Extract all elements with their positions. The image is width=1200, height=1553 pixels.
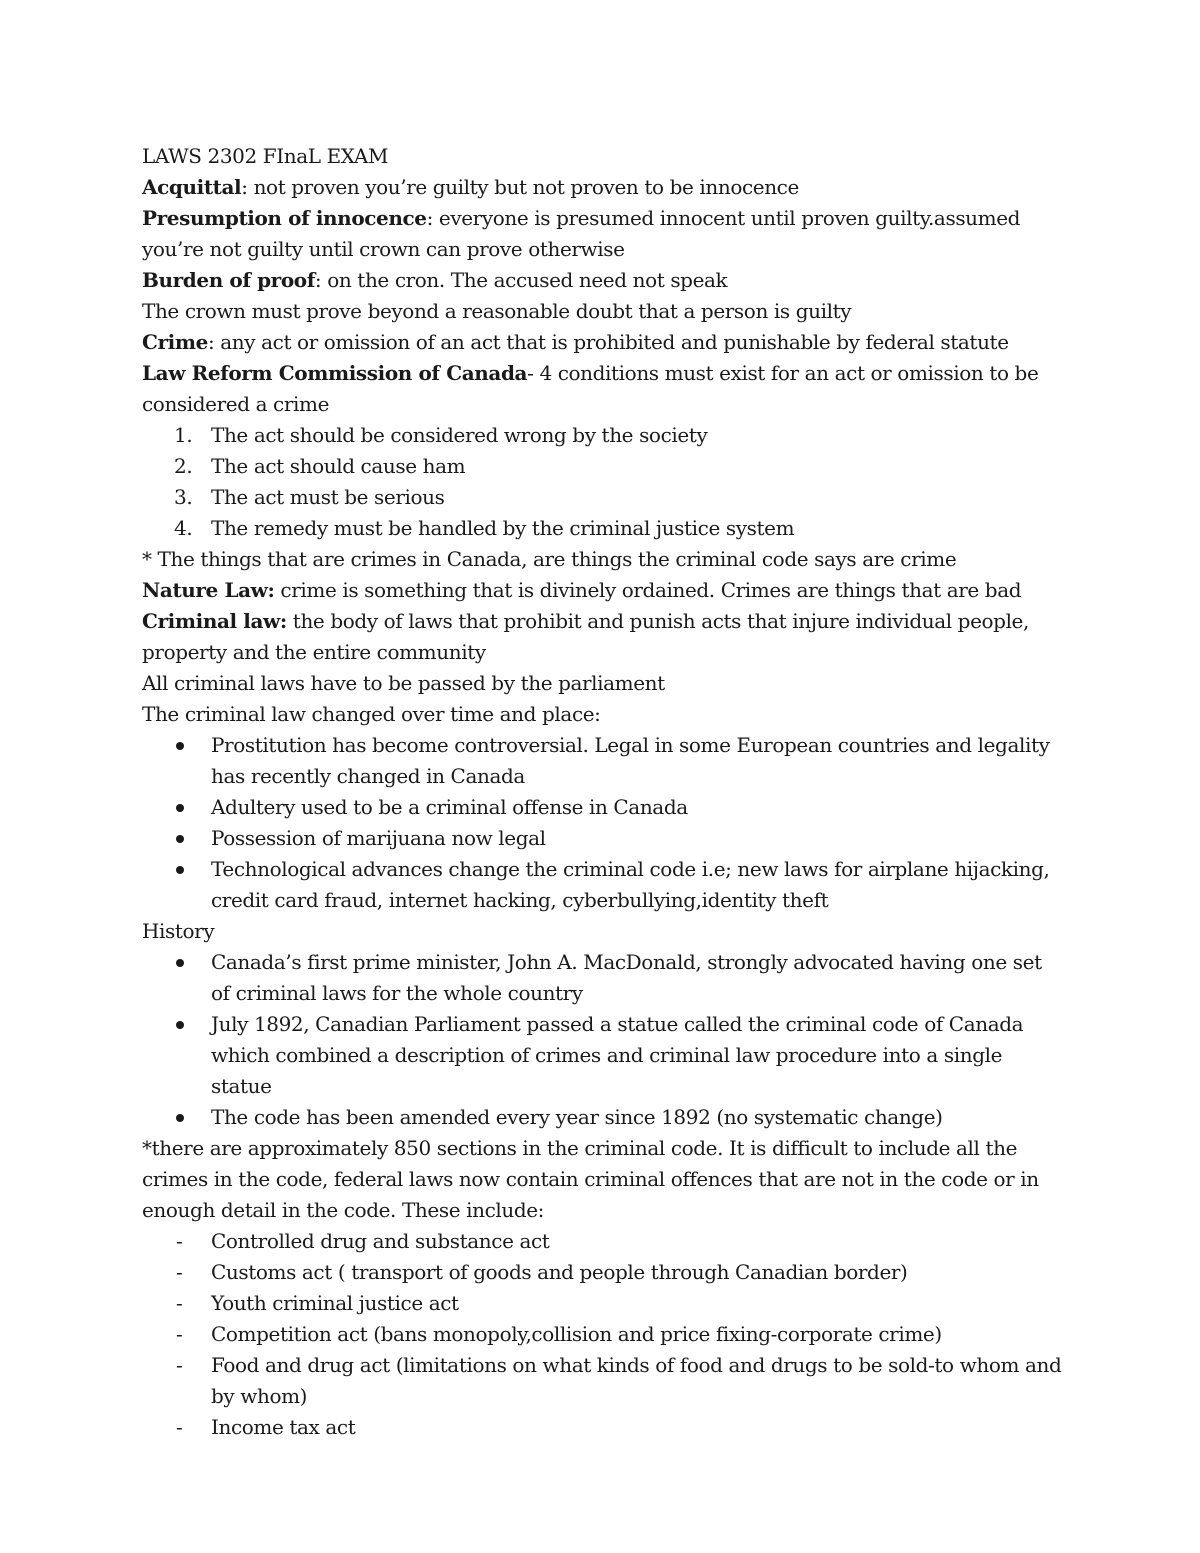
list-item-text: The code has been amended every year since 1892 (no systematic change) [211, 1105, 943, 1129]
list-item-text: Customs act ( transport of goods and people through Canadian border) [211, 1260, 908, 1284]
dash-marker: - [176, 1353, 183, 1377]
definition-criminal-law [142, 606, 1062, 668]
definition-crime: Crime: any act or omission of an act that is prohibited and punishable by federal statute [142, 330, 1009, 354]
list-item [142, 823, 1062, 854]
list-item [142, 482, 1062, 513]
definition-acquittal: Acquittal: not proven you’re guilty but not proven to be innocence [142, 175, 799, 199]
list-item-text: The remedy must be handled by the criminal justice system [211, 516, 795, 540]
list-item [142, 947, 1062, 1009]
changed-line: The criminal law changed over time and place: [142, 702, 601, 726]
acts-list [142, 1226, 1062, 1443]
definition-text: on the cron. The accused need not speak [321, 268, 728, 292]
bullet-icon [176, 1021, 184, 1029]
list-item [142, 854, 1062, 916]
definition-presumption-of-innocence: Presumption of innocence: everyone is presumed innocent until proven guilty.assumed you’re not guilty until crown can prove otherwise [142, 206, 1021, 261]
list-item [142, 1009, 1062, 1102]
definition-text: crime is something that is divinely ordained. Crimes are things that are bad [274, 578, 1022, 602]
definition-term: Criminal law: [142, 609, 287, 633]
list-item [142, 513, 1062, 544]
list-item-text: Prostitution has become controversial. Legal in some European countries and legality has recently changed in Canada [211, 733, 1050, 788]
list-item [142, 1257, 1062, 1288]
bullet-icon [176, 835, 184, 843]
document-page [142, 141, 1062, 1443]
definition-nature-law [142, 575, 1062, 606]
changes-list [142, 730, 1062, 916]
dash-marker: - [176, 1260, 183, 1284]
list-item-text: Possession of marijuana now legal [211, 826, 546, 850]
list-item-text: Canada’s first prime minister, John A. MacDonald, strongly advocated having one set of criminal laws for the whole country [211, 950, 1042, 1005]
list-item-text: Food and drug act (limitations on what kinds of food and drugs to be sold-to whom and by whom) [211, 1353, 1062, 1408]
dash-marker: - [176, 1322, 183, 1346]
list-item [142, 451, 1062, 482]
list-item-text: Adultery used to be a criminal offense in Canada [211, 795, 688, 819]
bullet-icon [176, 866, 184, 874]
sections-note: *there are approximately 850 sections in the criminal code. It is difficult to include all the crimes in the code, federal laws now contain criminal offences that are not in the code or in enough detail in the code. These include: [142, 1136, 1039, 1222]
list-item [142, 1226, 1062, 1257]
definition-term: Presumption of innocence [142, 206, 427, 230]
definition-term: Crime [142, 330, 208, 354]
history-list [142, 947, 1062, 1133]
definition-text: 4 conditions must exist for an act or omission to be considered a crime [142, 361, 1039, 416]
bullet-icon [176, 804, 184, 812]
list-item-text: Controlled drug and substance act [211, 1229, 550, 1253]
definition-law-reform-commission: Law Reform Commission of Canada- 4 conditions must exist for an act or omission to be considered a crime [142, 361, 1039, 416]
definition-term: Nature Law: [142, 578, 275, 602]
list-item-text: The act must be serious [211, 485, 445, 509]
history-heading: History [142, 919, 215, 943]
list-item [142, 1102, 1062, 1133]
list-item [142, 1350, 1062, 1412]
document-title: LAWS 2302 FInaL EXAM [142, 144, 389, 168]
dash-marker: - [176, 1291, 183, 1315]
definition-term: Law Reform Commission of Canada [142, 361, 528, 385]
definition-text: everyone is presumed innocent until proven guilty.assumed you’re not guilty until crown can prove otherwise [142, 206, 1021, 261]
list-number: 1. [174, 423, 193, 447]
list-number: 4. [174, 516, 193, 540]
crown-line: The crown must prove beyond a reasonable doubt that a person is guilty [142, 299, 852, 323]
dash-marker: - [176, 1229, 183, 1253]
list-item-text: Competition act (bans monopoly,collision and price fixing-corporate crime) [211, 1322, 942, 1346]
bullet-icon [176, 1114, 184, 1122]
definition-term: Burden of proof [142, 268, 315, 292]
definition-text: the body of laws that prohibit and punish acts that injure individual people, property and the entire community [142, 609, 1029, 664]
list-item [142, 792, 1062, 823]
list-item [142, 1288, 1062, 1319]
list-item [142, 1412, 1062, 1443]
list-item-text: The act should cause ham [211, 454, 466, 478]
list-number: 2. [174, 454, 193, 478]
dash-marker: - [176, 1415, 183, 1439]
definition-term: Acquittal [142, 175, 242, 199]
list-item-text: Income tax act [211, 1415, 356, 1439]
definition-text: not proven you’re guilty but not proven to be innocence [247, 175, 799, 199]
bullet-icon [176, 959, 184, 967]
crimes-note: * The things that are crimes in Canada, are things the criminal code says are crime [142, 547, 957, 571]
bullet-icon [176, 742, 184, 750]
definition-burden-of-proof: Burden of proof: on the cron. The accused need not speak [142, 268, 728, 292]
list-item-text: Technological advances change the criminal code i.e; new laws for airplane hijacking, credit card fraud, internet hacking, cyberbullying,identity theft [211, 857, 1050, 912]
list-item [142, 1319, 1062, 1350]
parliament-line: All criminal laws have to be passed by the parliament [142, 671, 665, 695]
list-item [142, 730, 1062, 792]
list-item-text: July 1892, Canadian Parliament passed a statue called the criminal code of Canada which combined a description of crimes and criminal law procedure into a single statue [211, 1012, 1024, 1098]
list-item-text: Youth criminal justice act [211, 1291, 459, 1315]
list-item [142, 420, 1062, 451]
list-number: 3. [174, 485, 193, 509]
conditions-list [142, 420, 1062, 544]
list-item-text: The act should be considered wrong by the society [211, 423, 708, 447]
definition-text: any act or omission of an act that is prohibited and punishable by federal statute [214, 330, 1009, 354]
